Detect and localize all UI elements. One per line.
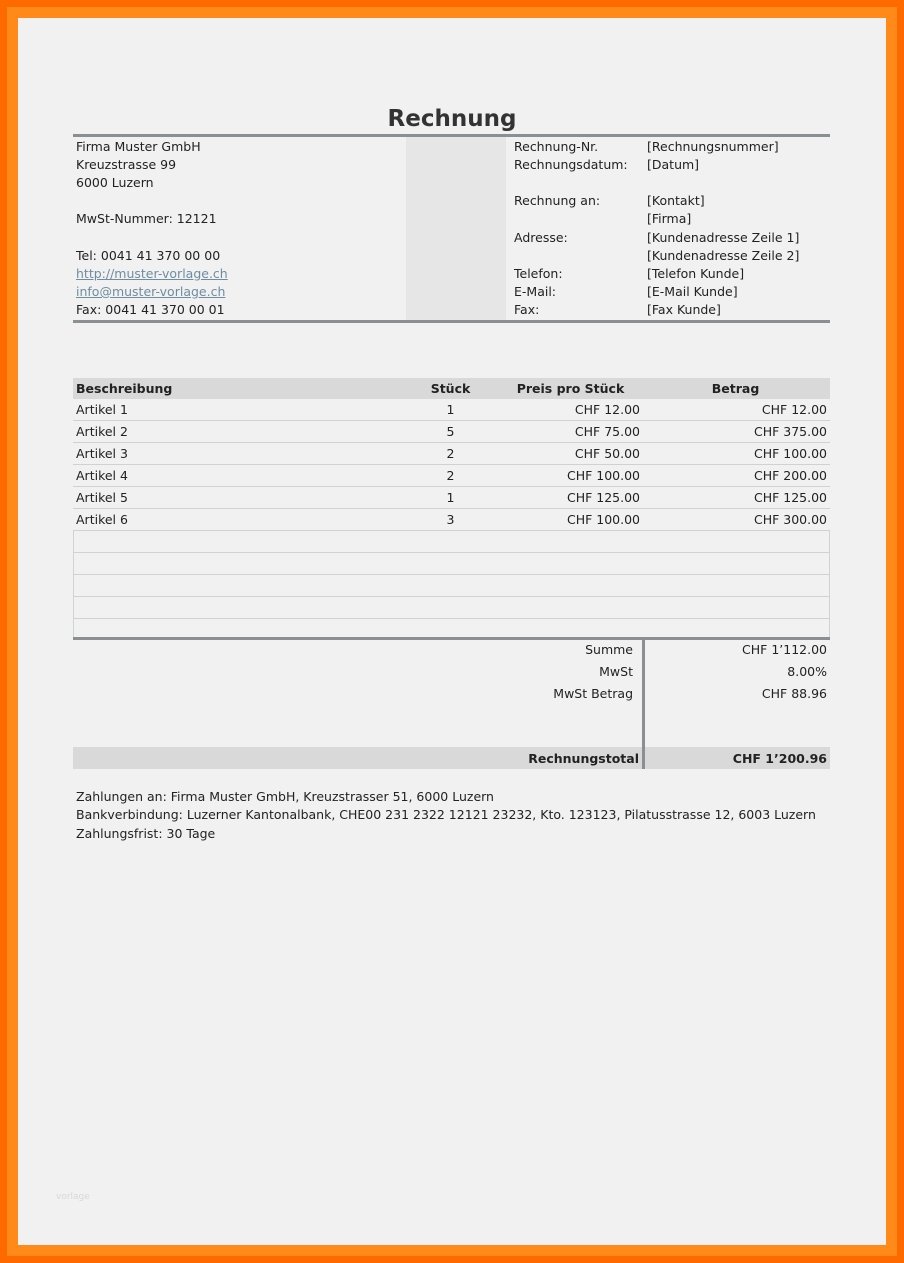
invoice-to-label: Rechnung an: — [514, 193, 601, 208]
row6-amount: CHF 300.00 — [753, 512, 827, 527]
table-row-line — [73, 464, 830, 465]
vat-amount-value: CHF 88.96 — [761, 686, 827, 701]
customer-contact: [Kontakt] — [647, 193, 705, 208]
row5-unit-price: CHF 125.00 — [566, 490, 640, 505]
row1-quantity: 1 — [446, 402, 455, 417]
row3-amount: CHF 100.00 — [753, 446, 827, 461]
row1-description: Artikel 1 — [76, 402, 128, 417]
table-row-line — [73, 486, 830, 487]
table-row-line — [73, 618, 830, 619]
row2-amount: CHF 375.00 — [753, 424, 827, 439]
header-shade — [406, 137, 506, 320]
table-row-line — [73, 508, 830, 509]
watermark: vorlage — [56, 1192, 90, 1202]
vat-amount-label: MwSt Betrag — [553, 686, 633, 701]
header-quantity: Stück — [430, 381, 471, 396]
customer-fax-value: [Fax Kunde] — [647, 302, 721, 317]
customer-address-line2: [Kundenadresse Zeile 2] — [647, 248, 800, 263]
bank-details: Bankverbindung: Luzerner Kantonalbank, CHE00 231 2322 12121 23232, Kto. 123123, Pilatusstrasse 12, 6003 Luzern — [76, 807, 816, 822]
row1-amount: CHF 12.00 — [761, 402, 827, 417]
table-row-line — [73, 552, 830, 553]
row2-description: Artikel 2 — [76, 424, 128, 439]
row5-amount: CHF 125.00 — [753, 490, 827, 505]
table-left-border — [73, 531, 74, 638]
table-right-border — [829, 531, 830, 638]
sender-company: Firma Muster GmbH — [76, 139, 201, 154]
row2-quantity: 5 — [446, 424, 455, 439]
sum-value: CHF 1’112.00 — [742, 642, 827, 657]
header-amount: Betrag — [711, 381, 760, 396]
customer-address-line1: [Kundenadresse Zeile 1] — [647, 230, 800, 245]
customer-fax-label: Fax: — [514, 302, 540, 317]
row1-unit-price: CHF 12.00 — [574, 402, 640, 417]
sender-fax: Fax: 0041 41 370 00 01 — [76, 302, 225, 317]
row4-description: Artikel 4 — [76, 468, 128, 483]
row6-unit-price: CHF 100.00 — [566, 512, 640, 527]
table-row-line — [73, 420, 830, 421]
payment-terms: Zahlungsfrist: 30 Tage — [76, 826, 216, 841]
invoice-page — [18, 18, 886, 1245]
row3-description: Artikel 3 — [76, 446, 128, 461]
sender-website-link[interactable]: http://muster-vorlage.ch — [76, 266, 228, 281]
table-row-line — [73, 442, 830, 443]
sender-street: Kreuzstrasse 99 — [76, 157, 177, 172]
invoice-number-value: [Rechnungsnummer] — [647, 139, 779, 154]
row3-quantity: 2 — [446, 446, 455, 461]
customer-phone-label: Telefon: — [514, 266, 563, 281]
page-title: Rechnung — [387, 106, 517, 132]
row4-amount: CHF 200.00 — [753, 468, 827, 483]
sender-city: 6000 Luzern — [76, 175, 154, 190]
row6-quantity: 3 — [446, 512, 455, 527]
row4-quantity: 2 — [446, 468, 455, 483]
customer-email-value: [E-Mail Kunde] — [647, 284, 738, 299]
row4-unit-price: CHF 100.00 — [566, 468, 640, 483]
header-unit-price: Preis pro Stück — [516, 381, 625, 396]
row2-unit-price: CHF 75.00 — [574, 424, 640, 439]
vat-label: MwSt — [599, 664, 633, 679]
table-row-line — [73, 574, 830, 575]
total-label: Rechnungstotal — [528, 751, 639, 766]
header-bottom-rule — [73, 320, 830, 323]
sender-vat: MwSt-Nummer: 12121 — [76, 211, 217, 226]
sender-phone: Tel: 0041 41 370 00 00 — [76, 248, 221, 263]
sender-email-link[interactable]: info@muster-vorlage.ch — [76, 284, 226, 299]
sum-label: Summe — [585, 642, 633, 657]
customer-phone-value: [Telefon Kunde] — [647, 266, 745, 281]
row5-quantity: 1 — [446, 490, 455, 505]
row3-unit-price: CHF 50.00 — [574, 446, 640, 461]
invoice-date-label: Rechnungsdatum: — [514, 157, 628, 172]
header-description: Beschreibung — [76, 381, 173, 396]
customer-address-label: Adresse: — [514, 230, 568, 245]
customer-email-label: E-Mail: — [514, 284, 557, 299]
vat-rate: 8.00% — [787, 664, 827, 679]
row5-description: Artikel 5 — [76, 490, 128, 505]
table-row-line — [73, 596, 830, 597]
invoice-number-label: Rechnung-Nr. — [514, 139, 599, 154]
invoice-date-value: [Datum] — [647, 157, 700, 172]
customer-company: [Firma] — [647, 211, 692, 226]
row6-description: Artikel 6 — [76, 512, 128, 527]
payment-to: Zahlungen an: Firma Muster GmbH, Kreuzstrasser 51, 6000 Luzern — [76, 789, 494, 804]
total-divider — [642, 747, 645, 769]
table-row-line — [73, 530, 830, 531]
table-header — [73, 378, 830, 399]
total-value: CHF 1’200.96 — [732, 751, 827, 766]
